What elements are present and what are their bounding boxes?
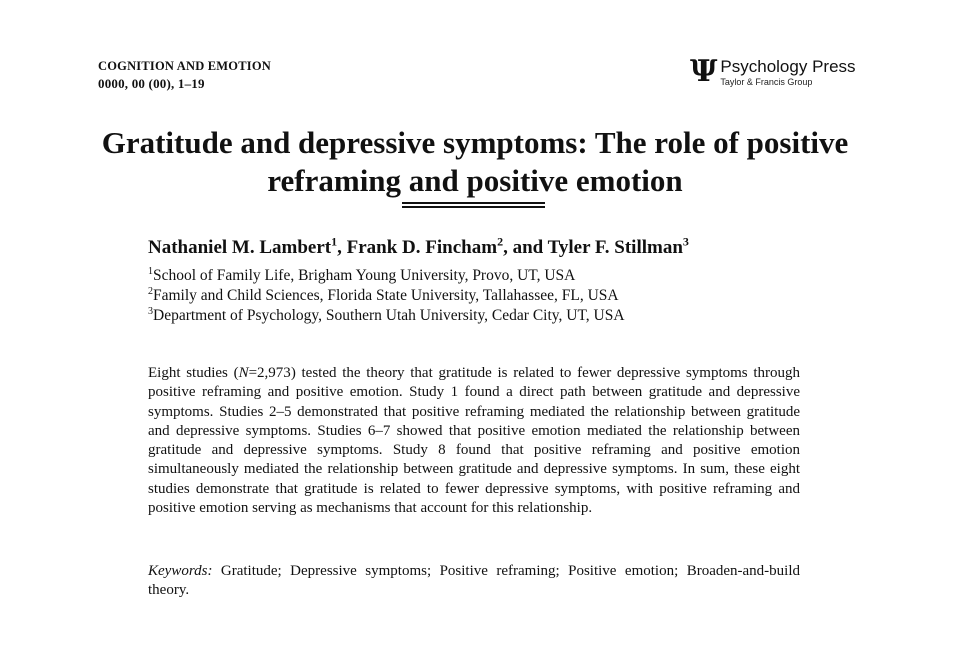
affiliation-text: School of Family Life, Brigham Young University, Provo, UT, USA [153,267,576,284]
publisher-logo [690,54,856,93]
journal-issue: 0000, 00 (00), 1–19 [98,76,205,91]
affiliation-text: Department of Psychology, Southern Utah University, Cedar City, UT, USA [153,307,625,324]
title-line-1: Gratitude and depressive symptoms: The role of positive [101,125,849,160]
affiliation-mark: 2 [148,285,153,297]
author-separator: , [337,237,347,258]
journal-name: COGNITION AND EMOTION [98,59,271,73]
keywords-label: Keywords: [148,563,213,579]
affiliation-list [148,266,625,326]
publisher-group: Taylor & Francis Group [720,77,813,87]
affiliation-item [148,306,625,326]
paper-title [80,124,870,200]
author-affiliation-mark: 3 [682,234,689,249]
author-name: Nathaniel M. Lambert [148,237,332,258]
keywords-text: Gratitude; Depressive symptoms; Positive reframing; Positive emotion; Broaden-and-build theory. [148,563,800,599]
author-affiliation-mark: 1 [331,234,338,249]
author-list [148,236,689,260]
psi-icon: Ψ [690,54,718,89]
publisher-name: Psychology Press [720,57,856,76]
abstract-text: ) tested the theory that gratitude is related to fewer depressive symptoms through positive reframing and positive emotion. Study 1 found a direct path between gratitude and depressive symptoms. Studies 2–5 demonstrated that positive reframing mediated the relationship between gratitude and depressive symptoms. Studies 6–7 showed that positive emotion mediated the relationship between gratitude and depressive symptoms. Study 8 found that positive reframing and positive emotion simultaneously mediated the relationship between gratitude and depressive symptoms. In sum, these eight studies demonstrate that gratitude is related to fewer depressive symptoms, with positive reframing and positive emotion serving as mechanisms that account for this relationship. [148,365,800,517]
keywords [148,562,800,601]
affiliation-item [148,266,625,286]
affiliation-text: Family and Child Sciences, Florida State University, Tallahassee, FL, USA [153,287,619,304]
sample-size-value: =2,973 [248,365,291,381]
affiliation-mark: 1 [148,265,153,277]
author-name: Frank D. Fincham [346,237,498,258]
title-line-2: reframing and positive emotion [267,163,683,198]
author-name: Tyler F. Stillman [547,237,683,258]
affiliation-item [148,286,625,306]
author-affiliation-mark: 2 [497,234,504,249]
title-divider [402,202,545,208]
author-separator: , and [503,237,548,258]
abstract-text: Eight studies ( [148,365,239,381]
affiliation-mark: 3 [148,305,153,317]
sample-size-symbol: N [238,365,249,381]
journal-header [98,58,271,92]
abstract [148,364,800,518]
